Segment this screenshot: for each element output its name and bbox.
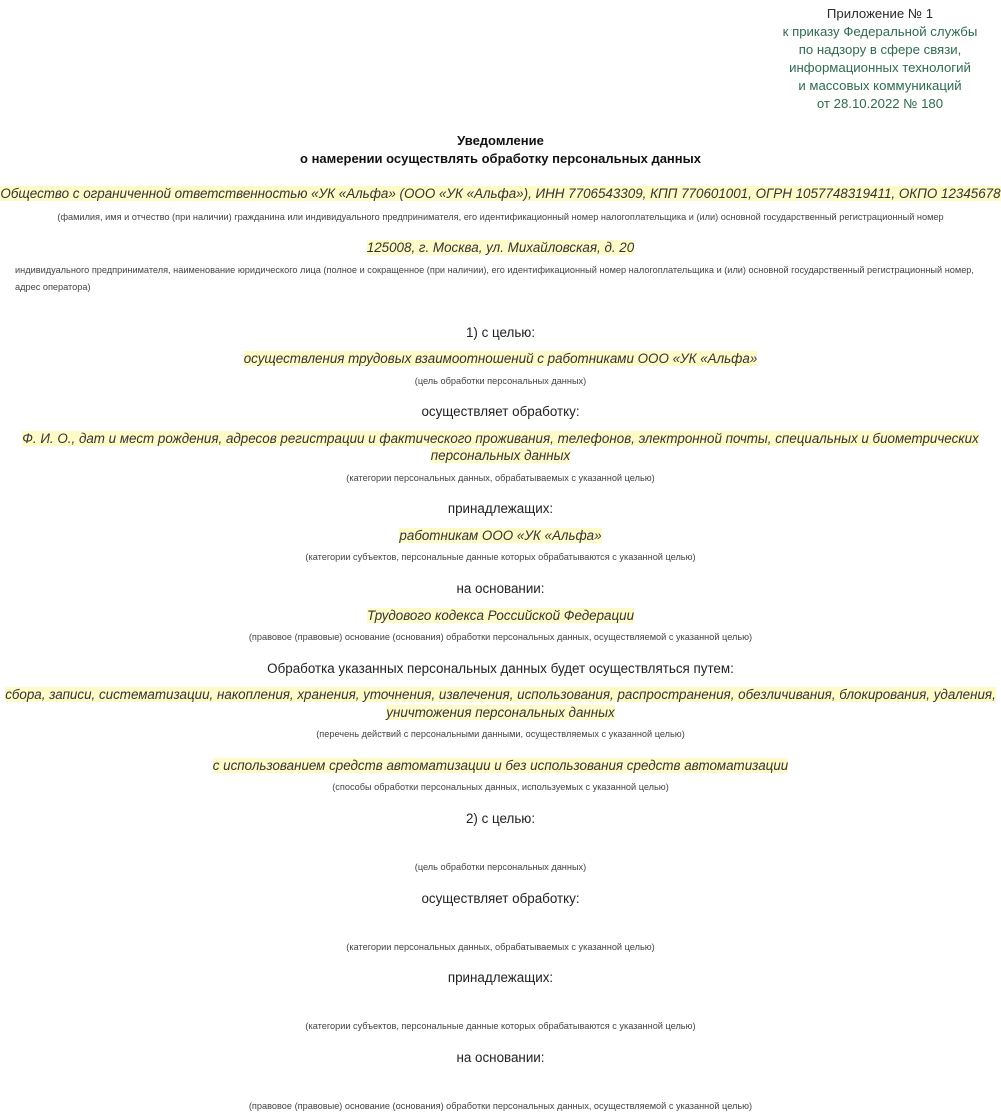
- goal-2-note: (цель обработки персональных данных): [414, 862, 587, 872]
- operator-name-field: [0, 185, 1001, 203]
- basis-1-label: на основании:: [456, 581, 545, 596]
- categories-1-note: (категории персональных данных, обрабатываемых с указанной целью): [346, 473, 655, 483]
- basis-2-note: (правовое (правовые) основание (основания) обработки персональных данных, осуществляемой с указанной целью): [248, 1101, 753, 1111]
- subjects-1-field: [0, 527, 1001, 545]
- appendix-line: по надзору в сфере связи,: [798, 42, 962, 57]
- methods-1-field: [0, 757, 1001, 775]
- categories-1-value: Ф. И. О., дат и мест рождения, адресов регистрации и фактического проживания, телефонов, электронной почты, специальных и биометрических: [22, 431, 979, 446]
- subjects-1-note: (категории субъектов, персональные данные которых обрабатываются с указанной целью): [305, 552, 696, 562]
- operator-address: 125008, г. Москва, ул. Михайловская, д. 20: [366, 240, 635, 255]
- appendix-header: [760, 5, 1000, 113]
- actions-1-field-line1: [0, 686, 1001, 704]
- actions-1-note: (перечень действий с персональными данными, осуществляемых с указанной целью): [316, 729, 685, 739]
- operator-name: Общество с ограниченной ответственностью «УК «Альфа» (ООО «УК «Альфа»), ИНН 7706543309, КПП 770601001, ОГРН 1057748319411, ОКПО 12345678: [0, 186, 1001, 201]
- methods-1-value: с использованием средств автоматизации и без использования средств автоматизации: [212, 758, 789, 773]
- categories-2-note: (категории персональных данных, обрабатываемых с указанной целью): [346, 942, 655, 952]
- categories-1-value-cont: персональных данных: [430, 448, 571, 463]
- document-title: Уведомление: [457, 133, 544, 148]
- goal-1-value: осуществления трудовых взаимоотношений с работниками ООО «УК «Альфа»: [243, 351, 758, 366]
- document-subtitle: о намерении осуществлять обработку персональных данных: [300, 151, 701, 166]
- goal-1-note: (цель обработки персональных данных): [414, 376, 587, 386]
- belonging-2-label: принадлежащих:: [447, 970, 554, 985]
- actions-1-value-cont: уничтожения персональных данных: [386, 705, 615, 720]
- categories-1-field-line1: [0, 430, 1001, 448]
- basis-1-field: [0, 607, 1001, 625]
- processes-1-label: осуществляет обработку:: [421, 404, 580, 419]
- categories-1-field-line2: [0, 447, 1001, 465]
- appendix-line: к приказу Федеральной службы: [782, 24, 978, 39]
- appendix-title: Приложение № 1: [826, 6, 934, 21]
- methods-1-note: (способы обработки персональных данных, используемых с указанной целью): [332, 782, 669, 792]
- appendix-line: и массовых коммуникаций: [798, 78, 962, 93]
- actions-1-value: сбора, записи, систематизации, накопления, хранения, уточнения, извлечения, использования, распространения, обезличивания, блокирования, удаления,: [5, 687, 996, 702]
- processes-2-label: осуществляет обработку:: [421, 891, 580, 906]
- operator-address-field: [0, 239, 1001, 257]
- basis-1-value: Трудового кодекса Российской Федерации: [366, 608, 635, 623]
- subjects-2-note: (категории субъектов, персональные данные которых обрабатываются с указанной целью): [305, 1021, 696, 1031]
- methods-intro-label: Обработка указанных персональных данных будет осуществляться путем:: [267, 661, 734, 676]
- basis-1-note: (правовое (правовые) основание (основания) обработки персональных данных, осуществляемой с указанной целью): [248, 632, 753, 642]
- basis-2-label: на основании:: [456, 1050, 545, 1065]
- belonging-1-label: принадлежащих:: [447, 501, 554, 516]
- goal-2-label: 2) с целью:: [465, 811, 536, 826]
- goal-1-label: 1) с целью:: [465, 325, 536, 340]
- goal-1-field: [0, 350, 1001, 368]
- subjects-1-value: работникам ООО «УК «Альфа»: [399, 528, 602, 543]
- actions-1-field-line2: [0, 704, 1001, 722]
- appendix-line: информационных технологий: [789, 60, 971, 75]
- appendix-line: от 28.10.2022 № 180: [816, 96, 944, 111]
- operator-address-note: индивидуального предпринимателя, наименование юридического лица (полное и сокращенное (при наличии), его идентификационный номер налогоплательщика и (или) основной государственный регистрационный номер, адрес оператора): [15, 265, 974, 292]
- operator-name-note: (фамилия, имя и отчество (при наличии) гражданина или индивидуального предпринимателя, его идентификационный номер налогоплательщика и (или) основной государственный регистрационный номер: [57, 212, 944, 222]
